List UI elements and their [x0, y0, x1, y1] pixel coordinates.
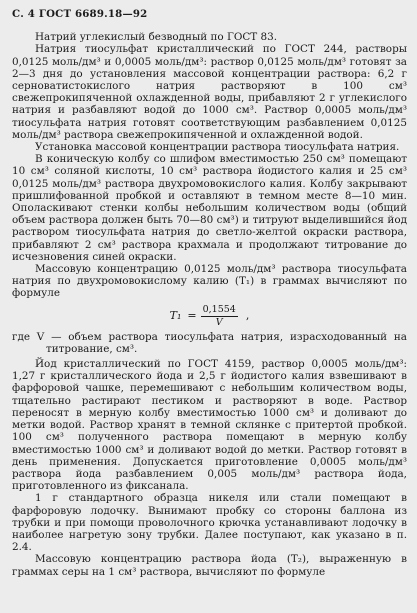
paragraph-titration-procedure: В коническую колбу со шлифом вместимостью 250 см³ помещают 10 см³ соляной кислоты, 10 см³ раствора йодистого калия и 25 см³ 0,0125 моль/дм³ раствора двухромовокислого калия. Колбу закрывают пришлифованной пробкой и оставляют в темном месте 8—10 мин. Ополаскивают стенки колбы небольшим количеством воды (общий объем раствора должен быть 70—80 см³) и титруют выделившийся йод раствором тиосульфата натрия до светло-желтой окраски раствора, прибавляют 2 см³ раствора крахмала и продолжают титрование до исчезновения синей окраски. — [12, 153, 407, 263]
formula-fraction — [201, 305, 238, 328]
formula-t1 — [12, 305, 407, 328]
paragraph-sodium-carbonate: Натрий углекислый безводный по ГОСТ 83. — [35, 31, 278, 44]
formula-numerator: 0,1554 — [202, 303, 236, 315]
formula-equals: = — [187, 309, 197, 323]
paragraph-sample-placement: 1 г стандартного образца никеля или стали помещают в фарфоровую лодочку. Вынимают пробку со стороны баллона из трубки и при помощи проволочного крючка устанавливают лодочку в наиболее нагретую зону трубки. Далее поступают, как указано в п. 2.4. — [12, 492, 407, 554]
formula-lhs: T₁ — [169, 309, 182, 323]
paragraph-concentration-setup: Установка массовой концентрации раствора тиосульфата натрия. — [35, 141, 400, 154]
formula-denominator: V — [215, 316, 223, 328]
paragraph-iodine-concentration: Массовую концентрацию раствора йода (T₂), выраженную в граммах серы на 1 см³ раствора, вычисляют по формуле — [12, 553, 407, 578]
paragraph-iodine-solution: Йод кристаллический по ГОСТ 4159, раствор 0,0005 моль/дм³: 1,27 г кристаллического йода и 2,5 г йодистого калия взвешивают в фарфоровой чашке, перемешивают с небольшим количеством воды, тщательно растирают пестиком и растворяют в воде. Раствор переносят в мерную колбу вместимостью 1000 см³ и доливают до метки водой. Раствор хранят в темной склянке с притертой пробкой. 100 см³ полученного раствора помещают в мерную колбу вместимостью 1000 см³ и доливают водой до метки. Раствор готовят в день применения. Допускается приготовление 0,0005 моль/дм³ раствора йода разбавлением 0,005 моль/дм³ раствора йода, приготовленного из фиксанала. — [12, 358, 407, 493]
paragraph-thiosulfate-solution: Натрия тиосульфат кристаллический по ГОСТ 244, растворы 0,0125 моль/дм³ и 0,0005 моль/дм³: раствор 0,0125 моль/дм³ готовят за 2—3 дня до установления массовой концентрации раствора: 6,2 г серноватистокислого натрия растворяют в 100 см³ свежепрокипяченной охлажденной воды, прибавляют 2 г углекислого натрия и разбавляют водой до 1000 см³. Раствор 0,0005 моль/дм³ тиосульфата натрия готовят соответствующим разбавлением 0,0125 моль/дм³ раствора свежепрокипяченной и охлажденной водой. — [12, 43, 407, 141]
paragraph-formula-intro: Массовую концентрацию 0,0125 моль/дм³ раствора тиосульфата натрия по двухромовокислому калию (T₁) в граммах вычисляют по формуле — [12, 263, 407, 300]
formula-trailing-comma: , — [245, 309, 250, 323]
page-header: С. 4 ГОСТ 6689.18—92 — [12, 8, 148, 20]
formula-where-clause: где V — объем раствора тиосульфата натрия, израсходованный на титрование, см³. — [12, 330, 407, 355]
